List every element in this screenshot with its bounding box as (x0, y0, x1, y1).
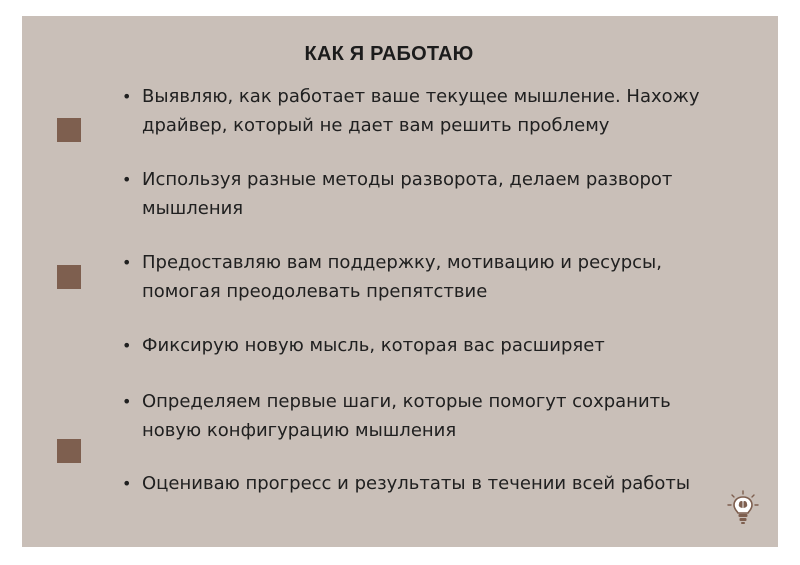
page-title: КАК Я РАБОТАЮ (304, 43, 474, 65)
bullet-icon: • (122, 392, 132, 411)
list-item-text: Определяем первые шаги, которые помогут сохранить новую конфигурацию мышления (142, 391, 671, 441)
lightbulb-brain-icon (727, 490, 759, 526)
list-item (122, 469, 742, 498)
list-item-text: Оцениваю прогресс и результаты в течении всей работы (142, 473, 691, 494)
square-marker-2 (57, 265, 81, 289)
square-marker-3 (57, 439, 81, 463)
list-item-text: Используя разные методы разворота, делаем разворот мышления (142, 169, 673, 219)
list-item-text: Предоставляю вам поддержку, мотивацию и ресурсы, помогая преодолевать препятствие (142, 252, 662, 302)
bullet-icon: • (122, 253, 132, 272)
list-item (122, 331, 742, 360)
list-item (122, 165, 742, 223)
bullet-icon: • (122, 474, 132, 493)
list-item-text: Выявляю, как работает ваше текущее мышление. Нахожу драйвер, который не дает вам решить проблему (142, 86, 700, 136)
list-item (122, 82, 742, 140)
square-marker-1 (57, 118, 81, 142)
list-item (122, 248, 742, 306)
bullet-icon: • (122, 170, 132, 189)
list-item-text: Фиксирую новую мысль, которая вас расширяет (142, 335, 605, 356)
list-item (122, 387, 742, 445)
bullet-icon: • (122, 87, 132, 106)
bullet-icon: • (122, 336, 132, 355)
